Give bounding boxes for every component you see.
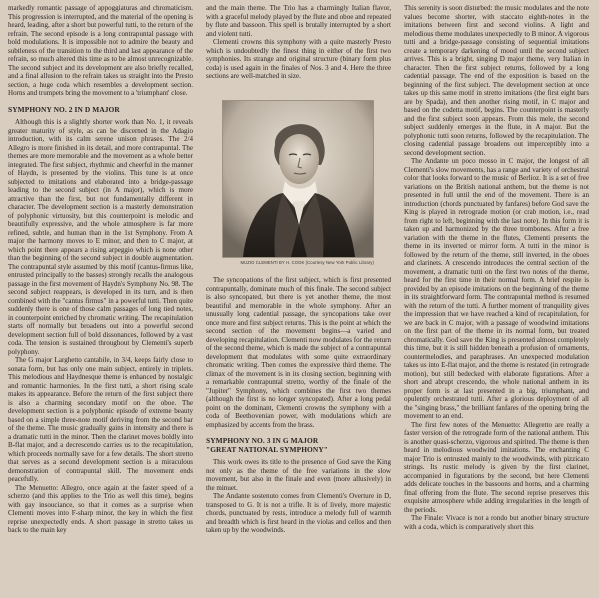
- paragraph-menuetto: The first few notes of the Menuetto: Allegretto are really a faster version of the retrograde form of the national anthem. This is another quasi-scherzo, vigorous and spirited. The theme is then heard in melodious woodwind imitations. The enchanting C major Trio is entrusted mainly to the woodwinds, with pizzicato strings. Its rustic melody is given by the first clarinet, accompanied in figurations by the second, but here Clementi adds delicate touches in the bassoons and horns, and a charming final offering from the flute. The second reprise preserves this exquisite atmosphere while adding irregularities in the length of the periods.: [404, 420, 589, 514]
- paragraph-symphony-2-allegro: Although this is a slightly shorter work than No. 1, it reveals greater maturity of style, as can be discerned in the Adagio introduction, with its calm serene unison phrases. The 2/4 Allegro is more finished in its detail, and more contrapuntal. The themes are more memorable and the movement as a whole better integrated. The first subject, rhythmic and cheerful in the manner of Haydn, is presented by the violins. This tune is at once subjected to imitations and elaborated into a bridge-passage leading to the second subject (in A major), which is more attractive than the first, but not fundamentally different in character. The development section is a masterly demonstration of polyphonic virtuosity, but this counterpoint is melodic and beautifully expressive, and the whole atmosphere is far more refined, subtle, and human than in the 1st Symphony. From A major the harmony moves to E minor, and then to C major, at which point there appears a rising arpeggio which is none other than the beginning of the second subject in double augmentation. The contrapuntal style assumed by this motif (cantus-firmus like, entrusted principally to the basses) strongly recalls the analogous passage in the first movement of Haydn's Symphony No. 98. The second subject reappears, is developed in its turn, and is then combined with the "cantus firmus" in a powerful tutti. Then quite suddenly there is one of those calm passages of long tied notes, in counterpoint enriched by chromatic writing. The recapitulation starts off normally but broadens out into a powerful second development section full of bold dissonances, followed by a vast coda. The tension is sustained throughout by Clementi's superb polyphony.: [8, 118, 193, 356]
- portrait-caption: MUZIO CLEMENTI BY H. COOK (Courtesy New York Public Library): [240, 260, 374, 265]
- paragraph-clementi-presto: Clementi crowns this symphony with a quite masterly Presto which is undoubtedly the finest thing in either of the first two symphonies. Its strange and original structure (binary form plus coda) is used again in the finales of Nos. 3 and 4. Here the three sections are well-matched in size.: [206, 38, 391, 80]
- paragraph-symphony-3-andante: The Andante sostenuto comes from Clementi's Overture in D, transposed to G. It is not a trifle. It is of lively, more majestic chords, punctuated by rests, introduce a melody full of warmth and breadth which is first heard in the violas and cellos and then taken up by the woodwinds.: [206, 492, 391, 535]
- paragraph-symphony-2-larghetto: The G major Larghetto cantabile, in 3/4, keeps fairly close to sonata form, but has only one main subject, entirely in triplets. This melodious and Haydnesque theme is enhanced by nostalgic and romantic harmonies. In the first tutti, a short rising scale makes its appearance. Before the return of the first subject there is also a charming secondary motif on the oboe. The development section is a polyphonic episode of extreme beauty based on a simple three-note motif deriving from the second bar of the theme. The music gradually gains in intensity and there is a dramatic tutti in the minor. Then the clarinet moves boldly into B-flat major, and a decrescendo carries us to the recapitulation, which proceeds normally save for a few details. The short stretto that serves as a second development section is a miraculous demonstration of contrapuntal skill. The movement ends peacefully.: [8, 356, 193, 484]
- heading-symphony-2: SYMPHONY NO. 2 IN D MAJOR: [8, 104, 120, 114]
- column-left: [8, 4, 193, 535]
- paragraph-finale: The Finale: Vivace is not a rondo but another binary structure with a coda, which is comparatively short this: [404, 514, 589, 531]
- heading-symphony-3-title: SYMPHONY NO. 3 IN G MAJOR: [206, 436, 319, 445]
- paragraph-symphony-3-title-origin: This work owes its title to the presence of God save the King not only as the theme of the free variations in the slow movement, but also in the finale and even (more allusively) in the minuet.: [206, 458, 391, 492]
- portrait-figure: [222, 100, 374, 270]
- paragraph-intro: markedly romantic passage of appoggiaturas and chromaticism. This progression is interrupted, and the material of the opening is heard, leading, after a short but powerful tutti, to the return of the refrain. The second episode is a long contrapuntal passage with bold modulations. It is impossible not to admire the beauty and subtleness of the transition to the third and last appearance of the refrain, so much altered this time as to be almost unrecognizable. The second subject and its development are also briefly recalled, and a final allusion to the refrain takes us straight into the Presto section, a huge coda which resembles a development section. Horns and trumpets bring the movement to a 'triumphant' close.: [8, 4, 193, 97]
- portrait-engraving: [222, 100, 374, 258]
- column-middle-upper: [206, 4, 391, 81]
- paragraph-andante-variations: The Andante un poco mosso in C major, the longest of all Clementi's slow movements, has a range and variety of orchestral color that looks forward to the music of Berlioz. It is a set of free variations on the British national anthem, but the theme is not presented in full until the end of the movement. There is an introduction (chords punctuated by fanfares) before God save the King is played in retrograde motion (or crab motion, i.e., read from right to left, beginning with the last note). In this form it is taken up and harmonized by the three trombones. After a free variation with the theme in the flutes, Clementi presents the theme in its inverted or mirror form. A tutti in the minor is followed by the return of the theme, still inverted, in the oboes and clarinets. A crescendo introduces the central section of the movement, a dramatic tutti on the first two notes of the theme, heard for the first time in their normal form. A brief respite is provided by an episode imitations on the beginning of the theme in its straightforward form. The contrapuntal method is resumed with the return of the tutti. A further moment of tranquility gives the impression that we have reached a kind of recapitulation, for we are back in C major, with a passage of woodwind imitations on the first part of the theme in its normal form, but treated chromatically. God save the King is presented almost completely this time, but it is still hidden beneath a profusion of ornaments, countermelodies, and paraphrases. An unexpected modulation takes us into E-flat major, and the theme is restated (in retrograde motion), but still bedecked with elaborate figurations. After a short and abrupt crescendo, the whole national anthem in its proper form is at last presented in a big, triumphant, and opulently orchestrated tutti. After a glorious deployment of all the "singing brass," the brilliant fanfares of the opening bring the movement to an end.: [404, 157, 589, 420]
- paragraph-symphony-2-menuetto: The Menuetto: Allegro, once again at the faster speed of a scherzo (and this applies to the Trio as well this time), begins with gay insouciance, so that it comes as a surprise when Clementi moves into F-sharp minor, the key in which the first reprise unexpectedly ends. A short passage in stretto takes us back to the main key: [8, 483, 193, 535]
- heading-symphony-3: [206, 437, 391, 454]
- column-middle-lower: [206, 276, 391, 535]
- heading-symphony-3-subtitle: "GREAT NATIONAL SYMPHONY": [206, 444, 328, 454]
- paragraph-syncopations: The syncopations of the first subject, which is first presented contrapuntally, dominate much of this finale. The second subject is also syncopated, but there is yet another theme, the most beautiful and memorable in the whole symphony. After an unusually long cadential passage, the syncopations take over once more and first subject returns. This is the point at which the second section of the movement begins—a varied and developing recapitulation. Clementi now modulates for the return of the second theme, which is made the subject of a contrapuntal development that modulates with some quite extraordinary chromatic writing. Then comes the expressive third theme. The climax of the movement is in its closing section, beginning with a remarkable contrapuntal stretto, worthy of the finale of the "Jupiter" Symphony, which combines the first two themes (although the first is no longer syncopated). After a long pedal point on the dominant, Clementi crowns the symphony with a coda of Beethovenian power, with modulations which are emphasized by accents from the brass.: [206, 276, 391, 429]
- column-right: [404, 4, 589, 531]
- paragraph-serenity: This serenity is soon disturbed: the music modulates and the note values become shorter, with staccato eighth-notes in the imitations between first and second violins. A light and melodious theme modulates unexpectedly to B minor. A vigorous tutti and a bridge-passage consisting of sequential imitations create a temporary darkening of mood until the second subject arrives. This is a bright, singing D major theme, very Italian in character. Then the first subject returns, followed by a long cadential passage. The end of the exposition is based on the beginning of the first subject. The development section at once takes up this same motif in stretto imitations (the first eight bars are by Spada), and then another rising motif, in C major and based on the codetta motif, begins. The counterpoint is masterly and the first subject soon appears. From this mele, the second subject suddenly emerges in the flute, in A major. But the polyphonic tutti soon returns, followed by the recapitulation. The closing cadential passage broadens out imperceptibly into a second development section.: [404, 4, 589, 157]
- paragraph-trio: and the main theme. The Trio has a charmingly Italian flavor, with a graceful melody played by the flute and oboe and repeated by flute and bassoon. This spell is brutally interrupted by a short and violent tutti.: [206, 4, 391, 38]
- clementi-portrait-image: [223, 101, 373, 257]
